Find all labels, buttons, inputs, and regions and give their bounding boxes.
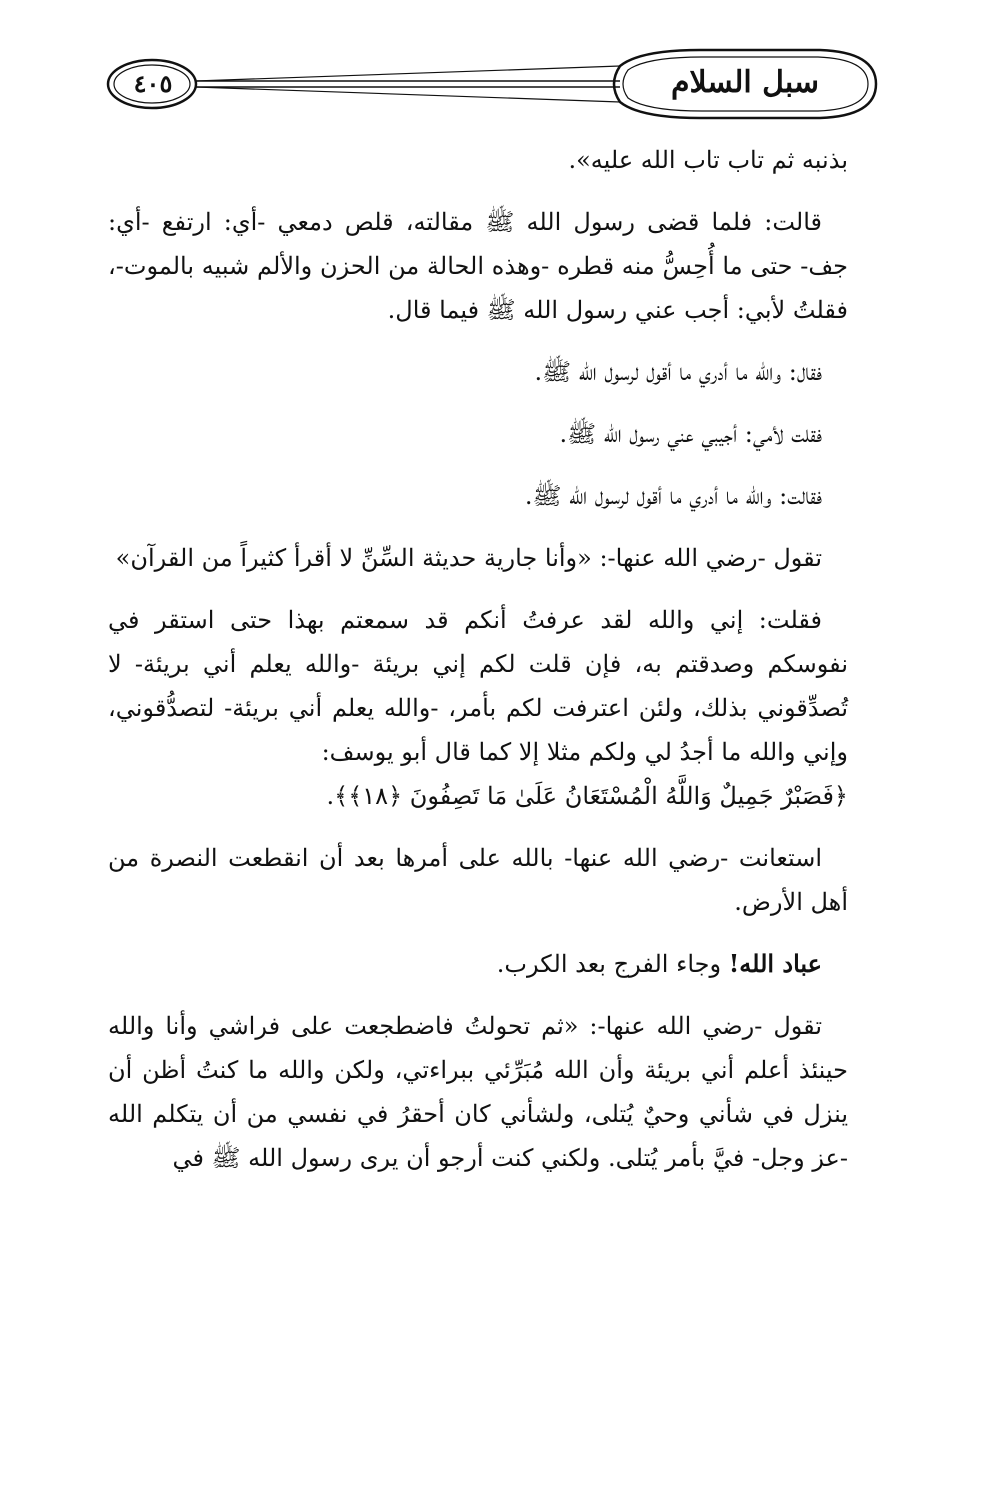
paragraph: تقول -رضي الله عنها-: «ثم تحولتُ فاضطجعت على فراشي وأنا والله حينئذ أعلم أني بريئة وأن الله مُبَرِّئي ببراءتي، ولكن والله ما كنتُ أظن أن ينزل في شأني وحيٌ يُتلى، ولشأني كان أحقرُ في نفسي من أن يتكلم الله -عز وجل- فيَّ بأمر يُتلى. ولكني كنت أرجو أن يرى رسول الله ﷺ في	[108, 1012, 849, 1172]
paragraph: فقال: والله ما أدري ما أقول لرسول الله ﷺ.	[534, 358, 822, 386]
paragraph: بذنبه ثم تاب تاب الله عليه».	[568, 146, 848, 174]
paragraph: فقلت: إني والله لقد عرفتُ أنكم قد سمعتم بهذا حتى استقر في نفوسكم وصدقتم به، فإن قلت لكم إني بريئة -والله يعلم أني بريئة- لا تُصدِّقوني بذلك، ولئن اعترفت لكم بأمر، -والله يعلم أني بريئة- لتصدُّقوني، وإني والله ما أجدُ لي ولكم مثلا إلا كما قال أبو يوسف:	[108, 606, 848, 766]
paragraph-text: وجاء الفرج بعد الكرب.	[496, 950, 722, 978]
quran-verse: ﴿فَصَبْرٌ جَمِيلٌ وَاللَّهُ الْمُسْتَعَانُ عَلَىٰ مَا تَصِفُونَ ﴿١٨﴾﴾.	[326, 782, 848, 810]
page-header	[100, 46, 880, 126]
paragraph: فقلت لأمي: أجيبي عني رسول الله ﷺ.	[559, 420, 822, 448]
paragraph: تقول -رضي الله عنها-: «وأنا جارية حديثة السِّنِّ لا أقرأ كثيراً من القرآن»	[115, 544, 822, 572]
page-number: ٤٠٥	[133, 69, 173, 98]
lead-phrase: عباد الله!	[728, 949, 822, 978]
paragraph: فقالت: والله ما أدري ما أقول لرسول الله ﷺ.	[524, 482, 822, 510]
paragraph: استعانت -رضي الله عنها- بالله على أمرها بعد أن انقطعت النصرة من أهل الأرض.	[108, 844, 848, 916]
paragraph: قالت: فلما قضى رسول الله ﷺ مقالته، قلص دمعي -أي: ارتفع -أي: جف- حتى ما أُحِسُّ منه قطره -وهذه الحالة من الحزن والألم شبيه بالموت-، فقلتُ لأبي: أجب عني رسول الله ﷺ فيما قال.	[108, 208, 848, 324]
page-body	[108, 138, 848, 1198]
paragraph	[108, 942, 848, 986]
book-title: سبل السلام	[670, 65, 820, 100]
